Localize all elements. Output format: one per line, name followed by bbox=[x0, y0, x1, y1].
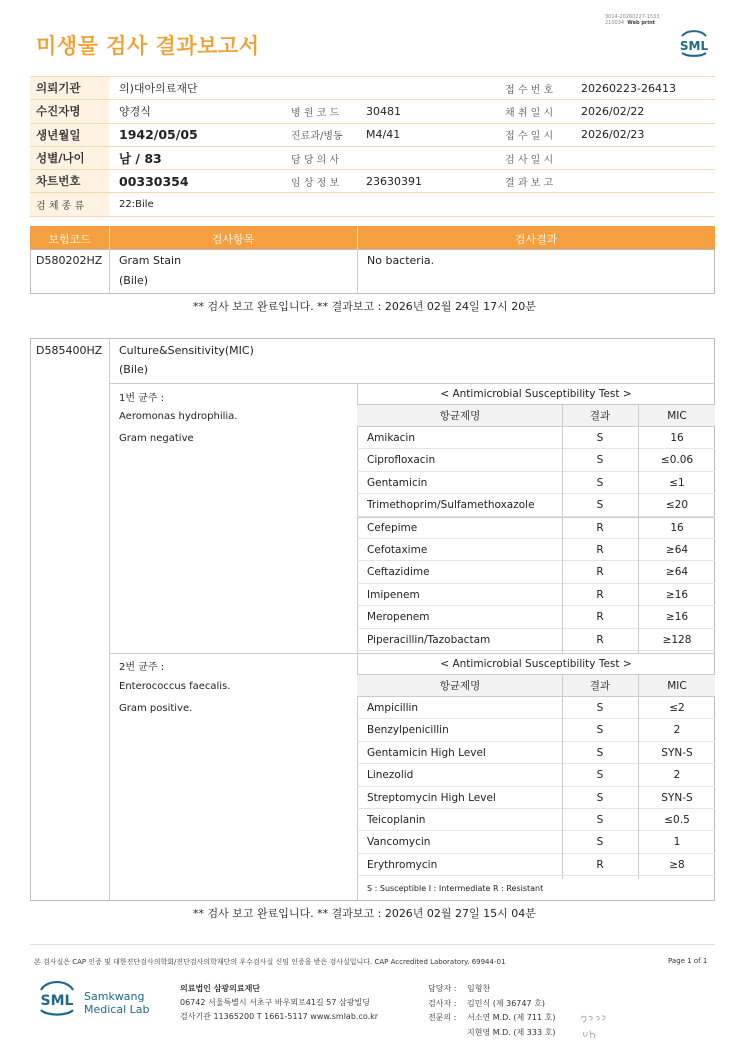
label-patient-name: 수진자명 bbox=[30, 100, 109, 123]
label-hospital-code: 병 원 코 드 bbox=[281, 100, 356, 123]
value-department: M4/41 bbox=[356, 123, 491, 146]
test2-specimen: (Bile) bbox=[119, 363, 149, 376]
label-department: 진료과/병동 bbox=[281, 123, 356, 146]
organism1-gram: Gram negative bbox=[119, 433, 194, 444]
value-report-date bbox=[571, 170, 715, 193]
drug-name: Teicoplanin bbox=[367, 814, 426, 826]
ast-row bbox=[357, 539, 715, 561]
ast-row bbox=[357, 584, 715, 606]
test1-completion: ** 검사 보고 완료입니다. ** 결과보고 : 2026년 02월 24일 17시 20분 bbox=[193, 300, 536, 313]
drug-result: S bbox=[596, 454, 604, 467]
drug-result: R bbox=[596, 544, 604, 556]
label-manager: 담당자 : bbox=[428, 984, 457, 993]
org-address: 06742 서울특별시 서초구 바우뫼로41길 57 삼광빌딩 bbox=[180, 998, 370, 1007]
info-row bbox=[30, 170, 715, 193]
label-requester: 의뢰기관 bbox=[30, 77, 109, 100]
test2-name: Culture&Sensitivity(MIC) bbox=[119, 344, 254, 357]
ast-row bbox=[357, 517, 715, 539]
org-name: 의료법인 삼광의료재단 bbox=[180, 984, 261, 993]
drug-mic: SYN-S bbox=[661, 791, 693, 804]
organism1-label: 1번 균주 : bbox=[119, 393, 165, 404]
drug-name: Imipenem bbox=[367, 588, 420, 601]
ast-row bbox=[357, 606, 715, 628]
drug-name: Gentamicin bbox=[367, 476, 428, 489]
drug-name: Vancomycin bbox=[367, 836, 431, 849]
ast-legend: S : Susceptible I : Intermediate R : Resistant bbox=[367, 884, 544, 893]
drug-name: Cefotaxime bbox=[367, 544, 428, 556]
col-result: 결과 bbox=[589, 410, 611, 422]
ast-row bbox=[357, 831, 715, 853]
org-info bbox=[180, 982, 378, 1024]
value-birth-date: 1942/05/05 bbox=[109, 123, 281, 146]
drug-result: S bbox=[596, 814, 604, 826]
col-drug-name: 항균제명 bbox=[439, 680, 481, 692]
staff-names bbox=[467, 982, 555, 1040]
patient-info-table bbox=[30, 76, 715, 217]
col-result: 결과 bbox=[589, 680, 611, 692]
label-collection-date: 채 취 일 시 bbox=[491, 100, 571, 123]
label-tester: 검사자 : bbox=[428, 998, 457, 1008]
result-table-header bbox=[30, 226, 715, 249]
drug-name: Amikacin bbox=[367, 432, 416, 444]
drug-result: R bbox=[596, 588, 604, 601]
signature-icon bbox=[578, 1010, 610, 1042]
col-drug-name: 항균제명 bbox=[439, 410, 481, 422]
value-requester: 의)대아의료재단 bbox=[109, 77, 491, 100]
ast-row bbox=[357, 449, 715, 471]
label-specimen-type: 검 체 종 류 bbox=[30, 193, 109, 216]
drug-name: Cefepime bbox=[367, 521, 418, 534]
organism2-gram: Gram positive. bbox=[119, 703, 193, 714]
header-test-item: 검사항목 bbox=[211, 233, 255, 246]
ast-header-1 bbox=[357, 405, 715, 427]
web-print-code: 3014-20260227-1533 bbox=[605, 14, 660, 20]
info-row bbox=[30, 193, 715, 216]
drug-result: R bbox=[596, 858, 604, 871]
web-print-label: Web print bbox=[627, 20, 656, 26]
drug-mic: ≥64 bbox=[665, 566, 689, 579]
staff-labels bbox=[428, 982, 456, 1026]
value-patient-name: 양경식 bbox=[109, 100, 281, 123]
sml-logo-icon bbox=[676, 28, 712, 58]
test1-specimen: (Bile) bbox=[119, 274, 149, 287]
ast-row bbox=[357, 629, 715, 651]
label-receipt-date: 접 수 일 시 bbox=[491, 123, 571, 146]
test2-code: D585400HZ bbox=[36, 344, 103, 357]
drug-name: Trimethoprim/Sulfamethoxazole bbox=[367, 499, 535, 512]
test2-completion: ** 검사 보고 완료입니다. ** 결과보고 : 2026년 02월 27일 15시 04분 bbox=[193, 907, 536, 920]
drug-result: S bbox=[596, 724, 604, 737]
header-insurance-code: 보험코드 bbox=[48, 233, 91, 246]
ast-row bbox=[357, 854, 715, 876]
organism2-label: 2번 균주 : bbox=[119, 662, 165, 673]
web-print-id: 210034 bbox=[605, 20, 625, 26]
test1-result: No bacteria. bbox=[367, 254, 435, 267]
drug-name: Ampicillin bbox=[367, 702, 419, 714]
tester-name: 김민식 (제 36747 호) bbox=[467, 998, 545, 1008]
drug-mic: 2 bbox=[673, 724, 681, 737]
ast-row bbox=[357, 427, 715, 449]
drug-result: S bbox=[596, 476, 604, 489]
label-accession-no: 접 수 번 호 bbox=[491, 77, 571, 100]
ast-title-2: < Antimicrobial Susceptibility Test > bbox=[357, 653, 715, 675]
ast-row bbox=[357, 742, 715, 764]
info-row bbox=[30, 146, 715, 169]
drug-result: S bbox=[596, 769, 604, 782]
ast-header-2 bbox=[357, 675, 715, 697]
col-mic: MIC bbox=[667, 680, 687, 692]
specialist1-name: 서소연 M.D. (제 711 호) bbox=[467, 1013, 556, 1022]
ast-row bbox=[357, 472, 715, 494]
value-sex-age: 남 / 83 bbox=[109, 146, 281, 169]
drug-name: Benzylpenicillin bbox=[367, 724, 449, 737]
drug-mic: 1 bbox=[673, 836, 681, 849]
brand-line1: Samkwang bbox=[84, 990, 145, 1003]
value-specimen-type: 22:Bile bbox=[109, 193, 715, 216]
drug-result: R bbox=[596, 521, 604, 534]
ast-row bbox=[357, 787, 715, 809]
label-sex-age: 성별/나이 bbox=[30, 146, 109, 169]
value-chart-no: 00330354 bbox=[109, 170, 281, 193]
label-report-date: 결 과 보 고 bbox=[491, 170, 571, 193]
drug-mic: ≤1 bbox=[669, 476, 685, 489]
col-mic: MIC bbox=[667, 410, 687, 422]
value-clinical-info: 23630391 bbox=[356, 170, 491, 193]
ast-row bbox=[357, 697, 715, 719]
drug-name: Ciprofloxacin bbox=[367, 454, 436, 467]
label-clinical-info: 임 상 정 보 bbox=[281, 170, 356, 193]
drug-result: S bbox=[596, 499, 604, 512]
sml-logo-footer-icon bbox=[36, 980, 78, 1016]
drug-mic: 2 bbox=[673, 769, 681, 782]
label-chart-no: 차트번호 bbox=[30, 170, 109, 193]
organism1-name: Aeromonas hydrophilia. bbox=[119, 411, 238, 422]
value-collection-date: 2026/02/22 bbox=[571, 100, 715, 123]
header-test-result: 검사결과 bbox=[514, 233, 558, 246]
value-receipt-date: 2026/02/23 bbox=[571, 123, 715, 146]
ast-title-1: < Antimicrobial Susceptibility Test > bbox=[357, 383, 715, 405]
test1-code: D580202HZ bbox=[36, 254, 103, 267]
label-doctor: 담 당 의 사 bbox=[281, 146, 356, 169]
drug-result: R bbox=[596, 566, 604, 579]
ast-row bbox=[357, 561, 715, 583]
label-specialist: 전문의 : bbox=[428, 1013, 457, 1022]
value-test-date bbox=[571, 146, 715, 169]
drug-mic: ≤2 bbox=[669, 702, 685, 714]
ast-row bbox=[357, 494, 715, 516]
drug-mic: ≥128 bbox=[662, 633, 692, 646]
drug-name: Ceftazidime bbox=[367, 566, 430, 579]
drug-result: S bbox=[596, 836, 604, 849]
drug-mic: ≤20 bbox=[665, 499, 689, 512]
brand-name bbox=[84, 990, 150, 1016]
info-row bbox=[30, 100, 715, 123]
drug-result: S bbox=[596, 746, 604, 759]
org-contact: 검사기관 11365200 T 1661-5117 www.smlab.co.kr bbox=[180, 1012, 379, 1021]
value-accession-no: 20260223-26413 bbox=[571, 77, 715, 100]
drug-mic: 16 bbox=[670, 432, 684, 444]
drug-name: Streptomycin High Level bbox=[367, 791, 496, 804]
drug-mic: 16 bbox=[670, 521, 684, 534]
web-print-stamp bbox=[605, 14, 660, 26]
report-title: 미생물 검사 결과보고서 bbox=[36, 34, 260, 58]
drug-mic: ≤0.06 bbox=[660, 454, 694, 467]
drug-mic: SYN-S bbox=[661, 746, 693, 759]
drug-name: Meropenem bbox=[367, 611, 430, 624]
drug-result: S bbox=[596, 702, 604, 714]
drug-result: S bbox=[596, 432, 604, 444]
ast-row bbox=[357, 809, 715, 831]
ast-row bbox=[357, 719, 715, 741]
drug-name: Linezolid bbox=[367, 769, 414, 782]
page-number: Page 1 of 1 bbox=[668, 957, 708, 965]
logo-footer-text: SML bbox=[40, 993, 74, 1009]
drug-result: R bbox=[596, 611, 604, 624]
organism2-name: Enterococcus faecalis. bbox=[119, 681, 231, 692]
manager-name: 임형찬 bbox=[467, 984, 491, 993]
drug-mic: ≥8 bbox=[669, 858, 685, 871]
drug-name: Piperacillin/Tazobactam bbox=[367, 633, 491, 646]
value-hospital-code: 30481 bbox=[356, 100, 491, 123]
logo-top-text: SML bbox=[679, 39, 709, 53]
drug-result: R bbox=[596, 633, 604, 646]
test1-name: Gram Stain bbox=[119, 254, 182, 267]
value-doctor bbox=[356, 146, 491, 169]
label-birth-date: 생년월일 bbox=[30, 123, 109, 146]
ast-row bbox=[357, 764, 715, 786]
drug-mic: ≥64 bbox=[665, 544, 689, 556]
cap-certification: 본 검사실은 CAP 인증 및 대한진단검사의학회/진단검사의학재단의 우수검사실 신임 인증을 받은 검사실입니다. CAP Accredited Laboratory. 69944-01 bbox=[34, 958, 506, 966]
label-test-date: 검 사 일 시 bbox=[491, 146, 571, 169]
drug-result: S bbox=[596, 791, 604, 804]
brand-line2: Medical Lab bbox=[84, 1003, 150, 1016]
info-row bbox=[30, 123, 715, 146]
info-row bbox=[30, 77, 715, 100]
drug-name: Erythromycin bbox=[367, 858, 438, 871]
drug-mic: ≤0.5 bbox=[664, 814, 690, 826]
drug-mic: ≥16 bbox=[665, 611, 689, 624]
drug-mic: ≥16 bbox=[665, 588, 689, 601]
drug-name: Gentamicin High Level bbox=[367, 746, 486, 759]
specialist2-name: 지현영 M.D. (제 333 호) bbox=[467, 1027, 556, 1037]
